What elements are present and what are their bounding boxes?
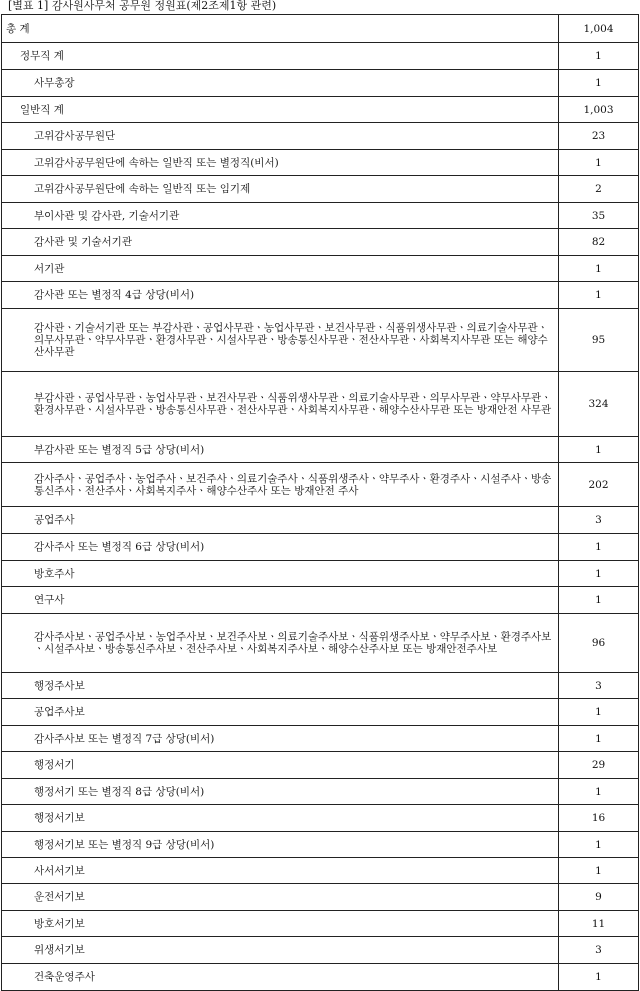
position-name-cell: 연구사 [2, 587, 559, 614]
quota-count-cell: 3 [559, 507, 639, 534]
quota-count-cell: 95 [559, 309, 639, 372]
table-row [2, 43, 639, 70]
quota-count-cell: 1 [559, 832, 639, 858]
position-name-cell: 감사주사ㆍ공업주사ㆍ농업주사ㆍ보건주사ㆍ의료기술주사ㆍ식품위생주사ㆍ약무주사ㆍ환경주사ㆍ시설주사ㆍ방송통신주사ㆍ전산주사ㆍ사회복지주사ㆍ해양수산주사 또는 방재안전 주사 [2, 463, 559, 507]
position-name-cell: 운전서기보 [2, 884, 559, 911]
quota-count-cell: 82 [559, 229, 639, 256]
quota-count-cell: 1 [559, 150, 639, 176]
table-row [2, 256, 639, 282]
quota-count-cell: 1,004 [559, 15, 639, 43]
position-name-cell: 감사관ㆍ기술서기관 또는 부감사관ㆍ공업사무관ㆍ농업사무관ㆍ보건사무관ㆍ식품위생사무관ㆍ의료기술사무관ㆍ의무사무관ㆍ약무사무관ㆍ환경사무관ㆍ시설사무관ㆍ방송통신사무관ㆍ전산사무관ㆍ사회복지사무관 또는 해양수산사무관 [2, 309, 559, 372]
position-name-cell: 부감사관 또는 별정직 5급 상당(비서) [2, 437, 559, 463]
position-name-cell: 부감사관ㆍ공업사무관ㆍ농업사무관ㆍ보건사무관ㆍ식품위생사무관ㆍ의료기술사무관ㆍ의무사무관ㆍ약무사무관ㆍ환경사무관ㆍ시설사무관ㆍ방송통신사무관ㆍ전산사무관ㆍ사회복지사무관ㆍ해양수산사무관 또는 방재안전 사무관 [2, 372, 559, 437]
table-row [2, 123, 639, 150]
table-row [2, 884, 639, 911]
table-row [2, 203, 639, 229]
quota-count-cell: 1 [559, 779, 639, 805]
quota-count-cell: 324 [559, 372, 639, 437]
position-name-cell: 방호서기보 [2, 911, 559, 937]
quota-count-cell: 1 [559, 437, 639, 463]
table-row [2, 372, 639, 437]
table-row [2, 70, 639, 97]
quota-count-cell: 9 [559, 884, 639, 911]
table-row [2, 911, 639, 937]
table-row [2, 150, 639, 176]
position-name-cell: 사무총장 [2, 70, 559, 97]
position-name-cell: 공업주사 [2, 507, 559, 534]
quota-count-cell: 3 [559, 937, 639, 964]
table-row [2, 614, 639, 673]
position-name-cell: 총 계 [2, 15, 559, 43]
quota-count-cell: 16 [559, 805, 639, 832]
quota-count-cell: 96 [559, 614, 639, 673]
table-row [2, 964, 639, 991]
table-row [2, 309, 639, 372]
table-row [2, 507, 639, 534]
quota-count-cell: 1 [559, 726, 639, 752]
table-row [2, 673, 639, 699]
quota-count-cell: 1 [559, 561, 639, 587]
quota-count-cell: 11 [559, 911, 639, 937]
table-row [2, 176, 639, 203]
table-row [2, 752, 639, 779]
quota-count-cell: 1 [559, 282, 639, 309]
quota-count-cell: 35 [559, 203, 639, 229]
quota-count-cell: 1 [559, 587, 639, 614]
position-name-cell: 사서서기보 [2, 858, 559, 884]
quota-count-cell: 29 [559, 752, 639, 779]
table-row [2, 779, 639, 805]
quota-count-cell: 23 [559, 123, 639, 150]
position-name-cell: 고위감사공무원단 [2, 123, 559, 150]
table-row [2, 805, 639, 832]
table-row [2, 832, 639, 858]
position-name-cell: 일반직 계 [2, 97, 559, 123]
position-name-cell: 고위감사공무원단에 속하는 일반직 또는 임기제 [2, 176, 559, 203]
table-row [2, 437, 639, 463]
position-name-cell: 방호주사 [2, 561, 559, 587]
staff-quota-table [1, 14, 639, 991]
quota-count-cell: 1,003 [559, 97, 639, 123]
table-row [2, 15, 639, 43]
position-name-cell: 행정서기보 [2, 805, 559, 832]
quota-count-cell: 1 [559, 699, 639, 726]
table-row [2, 699, 639, 726]
quota-count-cell: 1 [559, 43, 639, 70]
position-name-cell: 감사주사보 또는 별정직 7급 상당(비서) [2, 726, 559, 752]
position-name-cell: 행정서기보 또는 별정직 9급 상당(비서) [2, 832, 559, 858]
quota-count-cell: 1 [559, 534, 639, 561]
staff-quota-table-body [2, 15, 639, 991]
table-row [2, 282, 639, 309]
table-row [2, 587, 639, 614]
quota-count-cell: 1 [559, 858, 639, 884]
position-name-cell: 공업주사보 [2, 699, 559, 726]
position-name-cell: 건축운영주사 [2, 964, 559, 991]
quota-count-cell: 2 [559, 176, 639, 203]
position-name-cell: 감사관 및 기술서기관 [2, 229, 559, 256]
quota-count-cell: 1 [559, 256, 639, 282]
quota-count-cell: 1 [559, 70, 639, 97]
position-name-cell: 고위감사공무원단에 속하는 일반직 또는 별정직(비서) [2, 150, 559, 176]
position-name-cell: 감사주사 또는 별정직 6급 상당(비서) [2, 534, 559, 561]
position-name-cell: 부이사관 및 감사관, 기술서기관 [2, 203, 559, 229]
position-name-cell: 감사관 또는 별정직 4급 상당(비서) [2, 282, 559, 309]
table-row [2, 97, 639, 123]
quota-count-cell: 3 [559, 673, 639, 699]
position-name-cell: 정무직 계 [2, 43, 559, 70]
table-caption: [별표 1] 감사원사무처 공무원 정원표(제2조제1항 관련) [8, 0, 277, 12]
quota-count-cell: 202 [559, 463, 639, 507]
table-row [2, 561, 639, 587]
position-name-cell: 행정서기 또는 별정직 8급 상당(비서) [2, 779, 559, 805]
table-row [2, 726, 639, 752]
table-row [2, 858, 639, 884]
quota-count-cell: 1 [559, 964, 639, 991]
position-name-cell: 행정서기 [2, 752, 559, 779]
position-name-cell: 위생서기보 [2, 937, 559, 964]
position-name-cell: 서기관 [2, 256, 559, 282]
table-row [2, 463, 639, 507]
position-name-cell: 감사주사보ㆍ공업주사보ㆍ농업주사보ㆍ보건주사보ㆍ의료기술주사보ㆍ식품위생주사보ㆍ약무주사보ㆍ환경주사보ㆍ시설주사보ㆍ방송통신주사보ㆍ전산주사보ㆍ사회복지주사보ㆍ해양수산주사보 또는 방재안전주사보 [2, 614, 559, 673]
table-row [2, 229, 639, 256]
table-row [2, 937, 639, 964]
table-row [2, 534, 639, 561]
position-name-cell: 행정주사보 [2, 673, 559, 699]
